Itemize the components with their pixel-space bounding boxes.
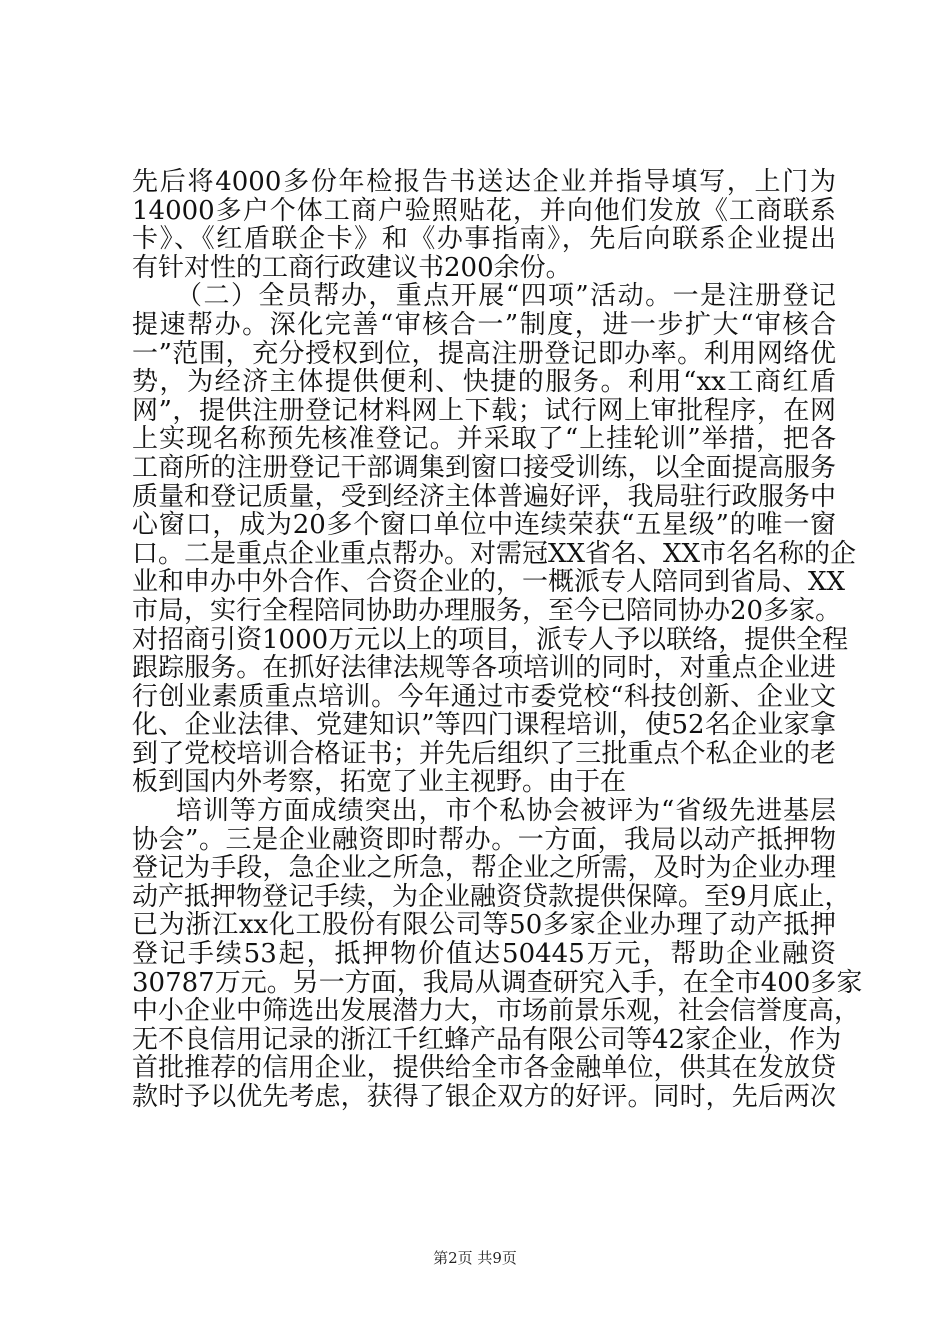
text-line: 质量和登记质量，受到经济主体普遍好评，我局驻行政服务中 [132, 481, 836, 512]
text-line: 对招商引资1000万元以上的项目，派专人予以联络，提供全程 [132, 624, 849, 655]
text-line: 到了党校培训合格证书；并先后组织了三批重点个私企业的老 [132, 738, 836, 769]
text-line: 登记手续53起，抵押物价值达50445万元，帮助企业融资 [132, 939, 836, 970]
text-line: 提速帮办。深化完善“审核合一”制度，进一步扩大“审核合 [132, 309, 836, 340]
text-line: 30787万元。另一方面，我局从调查研究入手，在全市400多家 [132, 967, 863, 998]
text-line: 行创业素质重点培训。今年通过市委党校“科技创新、企业文 [132, 681, 836, 712]
text-line: 口。二是重点企业重点帮办。对需冠XX省名、XX市名名称的企 [132, 538, 857, 569]
text-line: 市局，实行全程陪同协助办理服务，至今已陪同协办20多家。 [132, 595, 842, 626]
paragraph-first-line: 培训等方面成绩突出，市个私协会被评为“省级先进基层 [176, 796, 836, 827]
text-line: 板到国内外考察，拓宽了业主视野。由于在 [132, 767, 627, 798]
body-text [132, 167, 863, 1112]
text-line: 业和申办中外合作、合资企业的，一概派专人陪同到省局、XX [132, 567, 846, 598]
page-number-footer: 第2页 共9页 [433, 1249, 517, 1267]
text-line: 有针对性的工商行政建议书200余份。 [132, 252, 572, 283]
text-line: 卡》、《红盾联企卡》和《办事指南》，先后向联系企业提出 [132, 224, 836, 255]
text-line: 无不良信用记录的浙江千红蜂产品有限公司等42家企业，作为 [132, 1024, 842, 1055]
text-line: 先后将4000多份年检报告书送达企业并指导填写，上门为 [132, 167, 836, 197]
text-line: 上实现名称预先核准登记。并采取了“上挂轮训”举措，把各 [132, 424, 836, 455]
text-line: 首批推荐的信用企业，提供给全市各金融单位，供其在发放贷 [132, 1053, 836, 1084]
text-line: 势，为经济主体提供便利、快捷的服务。利用“xx工商红盾 [132, 367, 836, 398]
text-line: 已为浙江xx化工股份有限公司等50多家企业办理了动产抵押 [132, 910, 836, 941]
text-line: 化、企业法律、党建知识”等四门课程培训，使52名企业家拿 [132, 710, 836, 741]
text-line: 14000多户个体工商户验照贴花，并向他们发放《工商联系 [132, 195, 836, 226]
text-line: 中小企业中筛选出发展潜力大，市场前景乐观，社会信誉度高， [132, 996, 861, 1027]
text-line: 动产抵押物登记手续，为企业融资贷款提供保障。至9月底止， [132, 881, 851, 912]
text-line: 工商所的注册登记干部调集到窗口接受训练，以全面提高服务 [132, 452, 836, 483]
text-line: 协会”。三是企业融资即时帮办。一方面，我局以动产抵押物 [132, 824, 836, 855]
text-line: 一”范围，充分授权到位，提高注册登记即办率。利用网络优 [132, 338, 836, 369]
text-line: 网”，提供注册登记材料网上下载；试行网上审批程序，在网 [132, 395, 836, 426]
text-line: 心窗口，成为20多个窗口单位中连续荣获“五星级”的唯一窗 [132, 510, 836, 541]
paragraph-first-line: （二）全员帮办，重点开展“四项”活动。一是注册登记 [176, 281, 836, 312]
text-line: 款时予以优先考虑，获得了银企双方的好评。同时，先后两次 [132, 1082, 836, 1112]
text-line: 跟踪服务。在抓好法律法规等各项培训的同时，对重点企业进 [132, 653, 836, 684]
text-line: 登记为手段，急企业之所急，帮企业之所需，及时为企业办理 [132, 853, 836, 884]
